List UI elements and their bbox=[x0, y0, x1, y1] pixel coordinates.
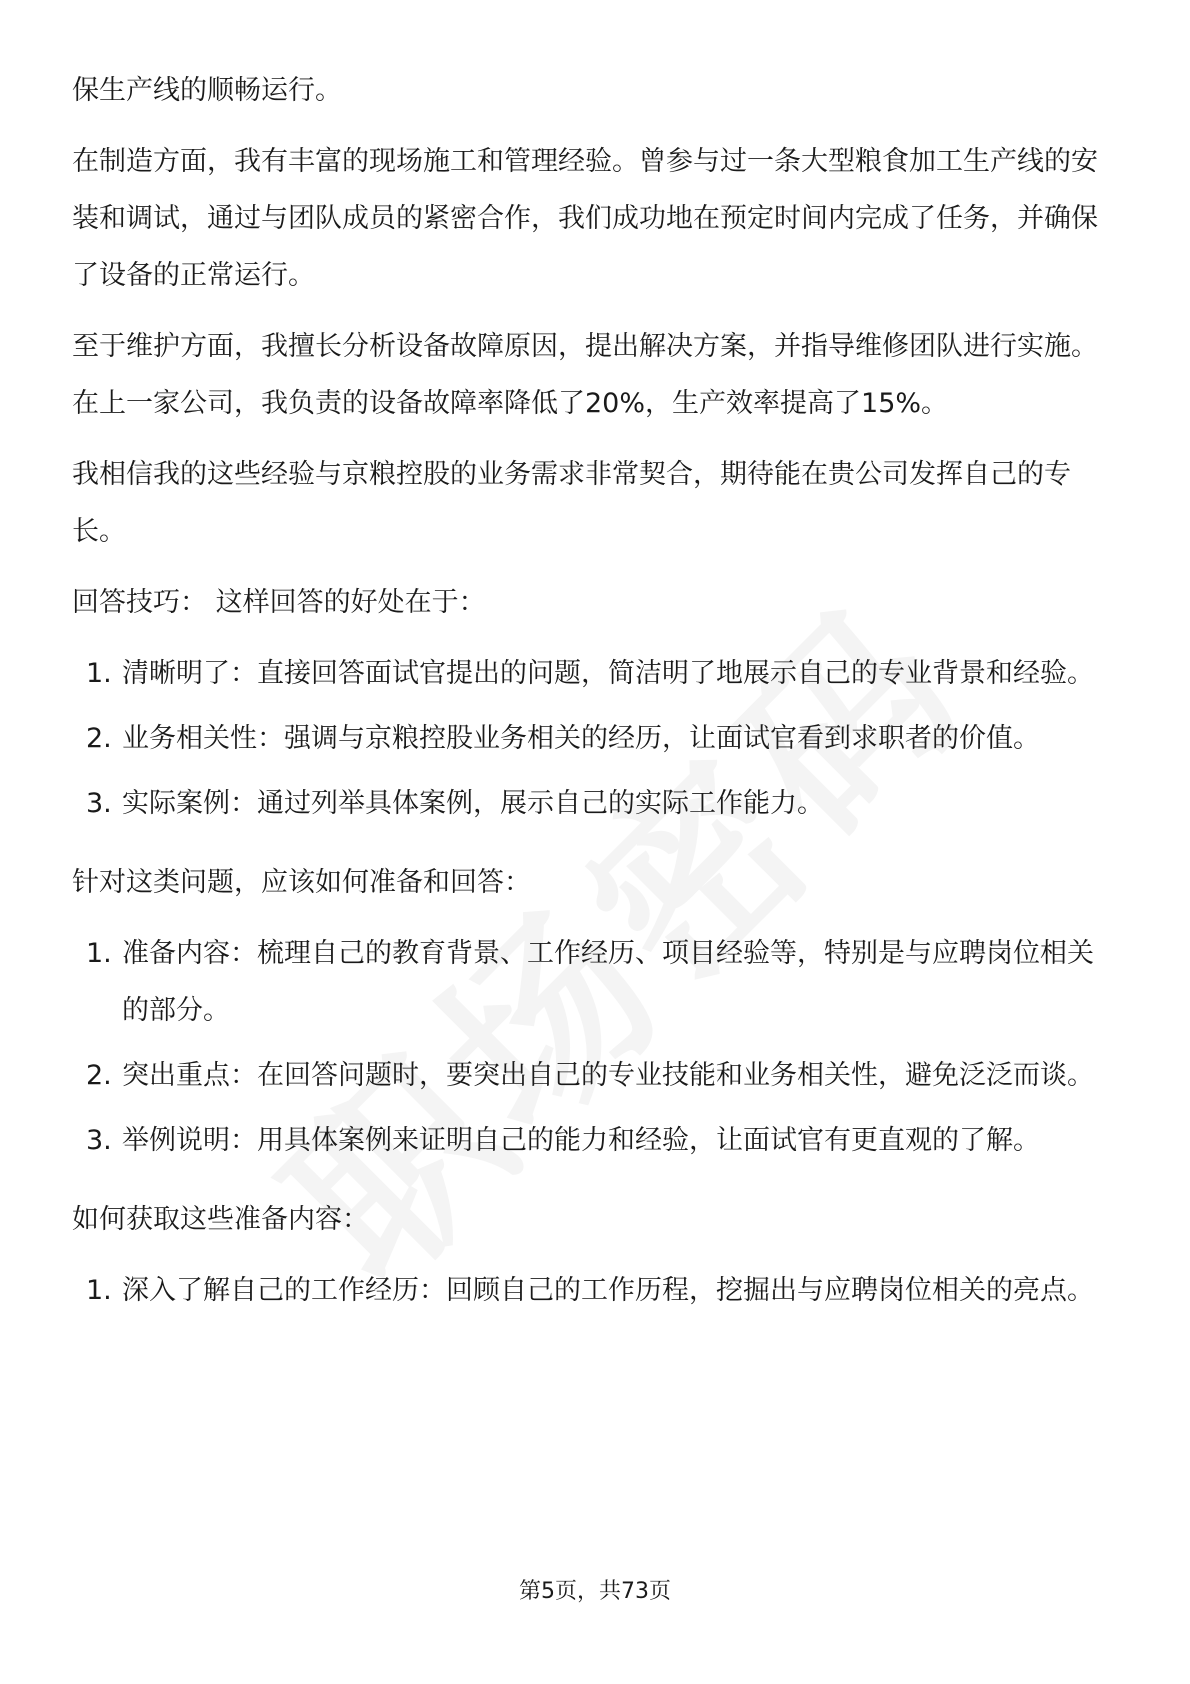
prepare-list bbox=[72, 925, 1118, 1169]
list-number: 1. bbox=[86, 938, 112, 969]
paragraph: 在制造方面，我有丰富的现场施工和管理经验。曾参与过一条大型粮食加工生产线的安装和调试，通过与团队成员的紧密合作，我们成功地在预定时间内完成了任务，并确保了设备的正常运行。 bbox=[72, 146, 1098, 291]
obtain-list bbox=[72, 1262, 1118, 1319]
paragraph: 至于维护方面，我擅长分析设备故障原因，提出解决方案，并指导维修团队进行实施。在上一家公司，我负责的设备故障率降低了20%，生产效率提高了15%。 bbox=[72, 331, 1098, 419]
list-number: 1. bbox=[86, 1275, 112, 1306]
list-number: 3. bbox=[86, 1125, 112, 1156]
paragraph: 我相信我的这些经验与京粮控股的业务需求非常契合，期待能在贵公司发挥自己的专长。 bbox=[72, 459, 1071, 547]
section-heading-prepare: 针对这类问题，应该如何准备和回答： bbox=[72, 867, 531, 898]
document-body bbox=[72, 62, 1118, 1327]
list-item bbox=[72, 710, 1118, 767]
list-number: 2. bbox=[86, 723, 112, 754]
list-item-text: 举例说明：用具体案例来证明自己的能力和经验，让面试官有更直观的了解。 bbox=[122, 1125, 1040, 1156]
list-item bbox=[72, 925, 1118, 1039]
list-item-text: 清晰明了：直接回答面试官提出的问题，简洁明了地展示自己的专业背景和经验。 bbox=[122, 658, 1094, 689]
section-heading-obtain: 如何获取这些准备内容： bbox=[72, 1204, 369, 1235]
list-item bbox=[72, 1262, 1118, 1319]
page-number: 第5页，共73页 bbox=[519, 1579, 671, 1604]
list-item-text: 突出重点：在回答问题时，要突出自己的专业技能和业务相关性，避免泛泛而谈。 bbox=[122, 1060, 1094, 1091]
list-item bbox=[72, 1112, 1118, 1169]
list-number: 3. bbox=[86, 788, 112, 819]
list-item-text: 业务相关性：强调与京粮控股业务相关的经历，让面试官看到求职者的价值。 bbox=[122, 723, 1040, 754]
list-item-text: 深入了解自己的工作经历：回顾自己的工作历程，挖掘出与应聘岗位相关的亮点。 bbox=[122, 1275, 1094, 1306]
list-number: 2. bbox=[86, 1060, 112, 1091]
section-heading-tips: 回答技巧： 这样回答的好处在于： bbox=[72, 587, 486, 618]
tips-list bbox=[72, 645, 1118, 832]
list-item bbox=[72, 775, 1118, 832]
list-item-text: 准备内容：梳理自己的教育背景、工作经历、项目经验等，特别是与应聘岗位相关的部分。 bbox=[122, 938, 1094, 1026]
list-item-text: 实际案例：通过列举具体案例，展示自己的实际工作能力。 bbox=[122, 788, 824, 819]
list-item bbox=[72, 645, 1118, 702]
list-number: 1. bbox=[86, 658, 112, 689]
paragraph: 保生产线的顺畅运行。 bbox=[72, 75, 342, 106]
list-item bbox=[72, 1047, 1118, 1104]
